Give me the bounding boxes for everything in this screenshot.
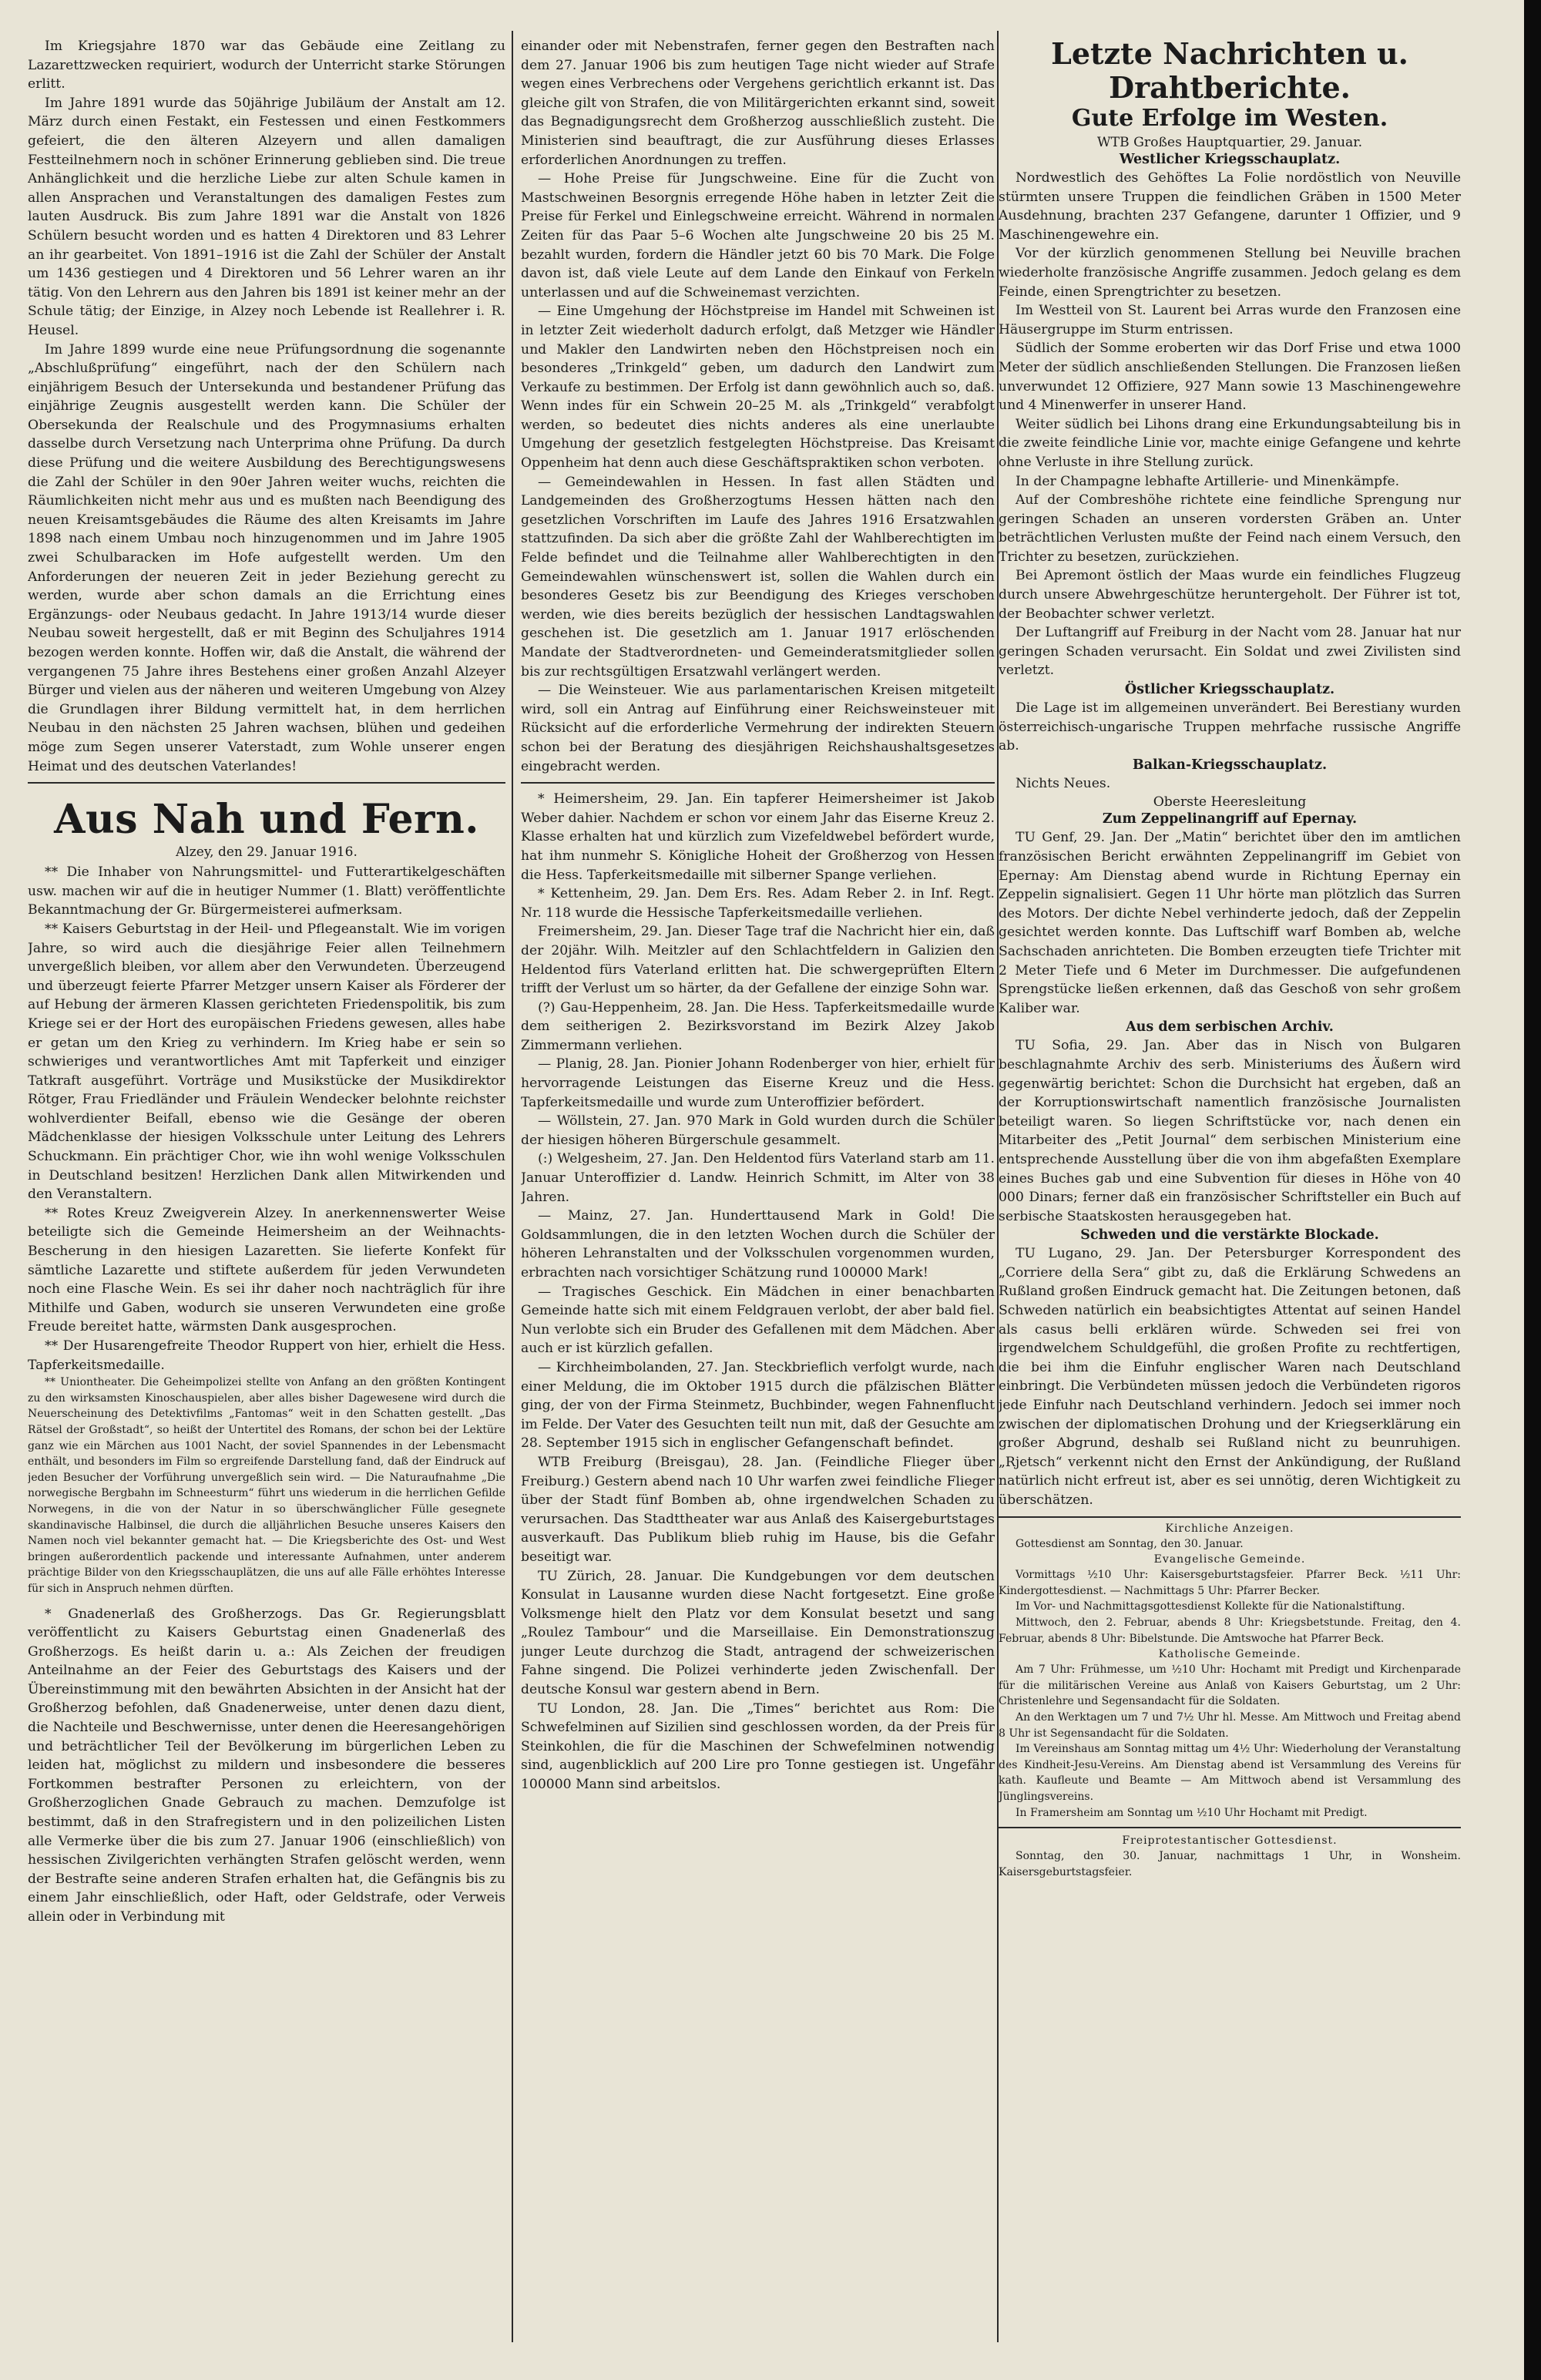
section-heading: Westlicher Kriegsschauplatz. — [1119, 152, 1341, 167]
report-paragraph: Auf der Combreshöhe richtete eine feindliche Sprengung nur geringen Schaden an unseren vordersten Gräben an. Unter beträchtlichen Verlusten mußte der Feind nach einem Versuch, den Trichter zu besetzen, zurückziehen. — [999, 492, 1461, 565]
news-item-small: ** Uniontheater. Die Geheimpolizei stellte von Anfang an den größten Kontingent zu den wirksamsten Kinoschauspielen, aber alles bisher Dagewesene wird durch die Neuerscheinung des Detektivfilms „Fantomas“ weit in den Schatten gestellt. „Das Rätsel der Großstadt“, so heißt der Untertitel des Romans, der schon bei der Lektüre ganz wie ein Märchen aus 1001 Nacht, der soviel Spannendes in der Lebensmacht enthält, und besonders im Film so ergreifende Darstellung fand, daß der Eindruck auf jeden Besucher der Vorführung unvergeßlich sein wird. — Die Naturaufnahme „Die norwegische Bergbahn im Schneesturm“ führt uns wiederum in die herrlichen Gefilde Norwegens, in die von der Natur in so überschwänglicher Fülle gesegnete skandinavische Halbinsel, die durch die alljährlichen Besuche unseres Kaisers den Namen noch viel bekannter gemacht hat. — Die Kriegsberichte des Ost- und West bringen außerordentlich packende und interessante Aufnahmen, unter anderem prächtige Bilder von den Kriegsschauplätzen, die uns auf alle Fälle erhöhtes Interesse für sich in Anspruch nehmen dürften. — [28, 1376, 505, 1595]
news-item: * Gnadenerlaß des Großherzogs. Das Gr. Regierungsblatt veröffentlicht zu Kaisers Geburtstag einen Gnadenerlaß des Großherzogs. Es heißt darin u. a.: Als Zeichen der freudigen Anteilnahme an der Feier des Geburtstags des Kaisers und der Übereinstimmung mit den bewährten Absichten in der Ansicht hat der Großherzog befohlen, daß Gnadenerweise, unter denen dazu dient, die Nachteile und Beschwernisse, unter denen die Heeresangehörigen und beträchtlicher Teil der Bevölkerung im bürgerlichen Leben zu leiden hat, möglichst zu mildern und insbesondere die besseres Fortkommen bestrafter Personen zu erleichtern, von der Großherzoglichen Gnade Gebrauch zu machen. Demzufolge ist bestimmt, daß in den Strafregistern und in den polizeilichen Listen alle Vermerke über die bis zum 27. Januar 1906 (einschließlich) von hessischen Zivilgerichten verhängten Strafen gelöscht werden, wenn der Bestrafte seine anderen Strafen erhalten hat, die Gefängnis bis zu einem Jahr einschließlich, oder Haft, oder Geldstrafe, oder Verweis allein oder in Verbindung mit — [28, 1606, 505, 1925]
notice-line: In Framersheim am Sonntag um ½10 Uhr Hochamt mit Predigt. — [1016, 1806, 1368, 1819]
report-paragraph: Der Luftangriff auf Freiburg in der Nacht vom 28. Januar hat nur geringen Schaden verursacht. Ein Soldat und zwei Zivilisten sind verletzt. — [999, 625, 1461, 679]
notice-subheading: Katholische Gemeinde. — [1158, 1648, 1301, 1661]
notice-line: Im Vereinshaus am Sonntag mittag um 4½ Uhr: Wiederholung der Veranstaltung des Kindheit-Jesu-Vereins. Am Dienstag abend ist Versammlung des Vereins für kath. Kaufleute und Beamte — Am Mittwoch abend ist Versammlung des Jünglingsvereins. — [999, 1743, 1461, 1803]
news-item: — Gemeindewahlen in Hessen. In fast allen Städten und Landgemeinden des Großherzogtums Hessen hätten nach den gesetzlichen Vorschriften im Laufe des Jahres 1916 Ersatzwahlen stattzufinden. Da sich aber die größte Zahl der Wahlberechtigten im Felde befindet und die Teilnahme aller Wahlberechtigten in den Gemeindewahlen wünschenswert ist, sollen die Wahlen durch ein besonderes Gesetz bis zur Beendigung des Krieges verschoben werden, wie dies bereits bezüglich der hessischen Landtagswahlen geschehen ist. Die gesetzlich am 1. Januar 1917 erlöschenden Mandate der Stadtverordneten- und Gemeinderatsmitglieder sollen bis zur rechtsgültigen Ersatzwahl verlängert werden. — [521, 474, 995, 680]
report-paragraph: TU Genf, 29. Jan. Der „Matin“ berichtet über den im amtlichen französischen Bericht erwähnten Zeppelinangriff im Gebiet von Epernay: Am Dienstag abend wurde in Richtung Epernay ein Zeppelin signalisiert. Gegen 11 Uhr hörte man plötzlich das Surren des Motors. Der dichte Nebel verhinderte jedoch, daß der Zeppelin gesichtet werden konnte. Das Luftschiff warf Bomben ab, welche Sachschaden anrichteten. Die Bomben erzeugten tiefe Trichter mit 2 Meter Tiefe und 6 Meter im Durchmesser. Die aufgefundenen Sprengstücke ließen erkennen, daß das Geschoß von sehr großem Kaliber war. — [999, 830, 1461, 1016]
local-news-item: Freimersheim, 29. Jan. Dieser Tage traf die Nachricht hier ein, daß der 20jähr. Wilh. Meitzler auf den Schlachtfeldern in Galizien den Heldentod fürs Vaterland erlitten hat. Die schwergeprüften Eltern trifft der Verlust um so härter, da der Gefallene der einzige Sohn war. — [521, 924, 995, 997]
article-paragraph: Im Jahre 1899 wurde eine neue Prüfungsordnung die sogenannte „Abschlußprüfung“ eingeführt, nach der den Schülern nach einjährigem Besuch der Untersekunda und bestandener Prüfung das einjährige Zeugnis ausgestellt werden kann. Die Schüler der Obersekunda der Realschule und des Progymnasiums erhalten dasselbe durch Versetzung nach Unterprima ohne Prüfung. Da durch diese Prüfung und die weitere Ausbildung des Berechtigungswesens die Zahl der Schüler in den 90er Jahren weiter wuchs, reichten die Räumlichkeiten nicht mehr aus und es mußten nach Beendigung des neuen Kreisamtsgebäudes die Räume des alten Kreisamts im Jahre 1898 nach einem Umbau noch hinzugenommen und im Jahre 1905 zwei Schulbaracken im Hofe aufgestellt werden. Um den Anforderungen der neueren Zeit in jeder Beziehung gerecht zu werden, wurde aber schon damals an die Errichtung eines Ergänzungs- oder Neubaus gedacht. In Jahre 1913/14 wurde dieser Neubau soweit hergestellt, daß er mit Beginn des Schuljahres 1914 bezogen werden konnte. Hoffen wir, daß die Anstalt, die während der vergangenen 75 Jahre ihres Bestehens einer großen Anzahl Alzeyer Bürger und vielen aus der näheren und weiteren Umgebung von Alzey die Grundlagen ihrer Bildung vermittelt hat, in dem herrlichen Neubau in den nächsten 25 Jahren wachsen, blühen und gedeihen möge zum Segen unserer Vaterstadt, zum Wohle unserer engen Heimat und des deutschen Vaterlandes! — [28, 341, 505, 774]
notice-line: Am 7 Uhr: Frühmesse, um ½10 Uhr: Hochamt mit Predigt und Kirchenparade für die militärischen Vereine aus Anlaß von Kaisers Geburtstag, um 2 Uhr: Christenlehre und Segensandacht für die Soldaten. — [999, 1663, 1461, 1708]
news-item: ** Der Husarengefreite Theodor Ruppert von hier, erhielt die Hess. Tapferkeitsmedaille. — [28, 1338, 505, 1373]
section-heading: Zum Zeppelinangriff auf Epernay. — [1102, 811, 1358, 827]
local-news-item: — Planig, 28. Jan. Pionier Johann Rodenberger von hier, erhielt für hervorragende Leistungen das Eiserne Kreuz und die Hess. Tapferkeitsmedaille und wurde zum Unteroffizier befördert. — [521, 1056, 995, 1110]
notice-subheading: Evangelische Gemeinde. — [1153, 1553, 1306, 1566]
section-heading: Aus dem serbischen Archiv. — [1126, 1019, 1334, 1036]
page-subtitle: Gute Erfolge im Westen. — [1071, 105, 1388, 132]
report-paragraph: Nordwestlich des Gehöftes La Folie nordöstlich von Neuville stürmten unsere Truppen die feindlichen Gräben in 1500 Meter Ausdehnung, brachten 237 Gefangene, darunter 1 Offizier, und 9 Maschinengewehre ein. — [999, 170, 1461, 243]
section-heading: Schweden und die verstärkte Blockade. — [1080, 1227, 1379, 1244]
local-news-item: — Tragisches Geschick. Ein Mädchen in einer benachbarten Gemeinde hatte sich mit einem Feldgrauen verlobt, der aber bald fiel. Nun verlobte sich ein Bruder des Gefallenen mit dem Mädchen. Aber auch er ist kürzlich gefallen. — [521, 1284, 995, 1357]
article-paragraph: einander oder mit Nebenstrafen, ferner gegen den Bestraften nach dem 27. Januar 1906 bis zum heutigen Tage nicht wieder auf Strafe wegen eines Verbrechens oder Vergehens gerichtlich erkannt ist. Das gleiche gilt von Strafen, die von Militärgerichten erkannt sind, soweit das Begnadigungsrecht dem Großherzog ausschließlich zusteht. Die Ministerien sind beauftragt, die zur Ausführung dieses Erlasses erforderlichen Anordnungen zu treffen. — [521, 39, 995, 168]
notice-line: Sonntag, den 30. Januar, nachmittags 1 Uhr, in Wonsheim. Kaisersgeburtstagsfeier. — [999, 1850, 1461, 1878]
news-item: — Eine Umgehung der Höchstpreise im Handel mit Schweinen ist in letzter Zeit wiederholt dadurch erfolgt, daß Metzger wie Händler und Makler den Landwirten neben den Höchstpreisen noch ein besonderes „Trinkgeld“ geben, um dadurch den Landwirt zum Verkaufe zu bestimmen. Der Erfolg ist dann gewöhnlich auch so, daß. Wenn indes für ein Schwein 20–25 M. als „Trinkgeld“ verabfolgt werden, so bedeutet dies nichts anderes als eine unerlaubte Umgehung der gesetzlich festgelegten Höchstpreise. Das Kreisamt Oppenheim hat denn auch diese Geschäftspraktiken schon verboten. — [521, 304, 995, 472]
notice-line: An den Werktagen um 7 und 7½ Uhr hl. Messe. Am Mittwoch und Freitag abend 8 Uhr ist Segensandacht für die Soldaten. — [999, 1710, 1461, 1740]
page-edge-shadow — [1524, 0, 1541, 2380]
section-divider — [28, 782, 505, 784]
news-item: ** Die Inhaber von Nahrungsmittel- und Futterartikelgeschäften usw. machen wir auf die in heutiger Nummer (1. Blatt) veröffentlichte Bekanntmachung der Gr. Bürgermeisterei aufmerksam. — [28, 864, 505, 918]
report-paragraph: TU Sofia, 29. Jan. Aber das in Nisch von Bulgaren beschlagnahmte Archiv des serb. Ministeriums des Äußern wird gegenwärtig berichtet: Schon die Durchsicht hat ergeben, daß an der Korruptionswirtschaft namentlich französische Journalisten beteiligt waren. So liegen Schriftstücke vor, nach denen ein Mitarbeiter des „Petit Journal“ dem serbischen Ministerium eine entsprechende Ausstellung über die von ihm abgefaßten Exemplare eines Buches gab und eine Subvention für dieses in Höhe von 40 000 Dinars; ferner daß ein französischer Schriftsteller ein Buch auf serbische Staatskosten herausgegeben hat. — [999, 1038, 1461, 1224]
notice-line: Gottesdienst am Sonntag, den 30. Januar. — [1016, 1537, 1244, 1550]
wire-report: WTB Freiburg (Breisgau), 28. Jan. (Feindliche Flieger über Freiburg.) Gestern abend nach 10 Uhr warfen zwei feindliche Flieger über der Stadt fünf Bomben ab, ohne irgendwelchen Schaden zu verursachen. Das Stadttheater war aus Anlaß des Kaisergeburtstages ausverkauft. Das Publikum blieb ruhig im Hause, bis die Gefahr beseitigt war. — [521, 1454, 995, 1565]
section-heading: Balkan-Kriegsschauplatz. — [1132, 757, 1328, 773]
report-paragraph: Im Westteil von St. Laurent bei Arras wurde den Franzosen eine Häusergruppe im Sturm entrissen. — [999, 303, 1461, 337]
column-middle — [521, 37, 995, 1794]
column-rule — [512, 31, 513, 2342]
report-paragraph: Bei Apremont östlich der Maas wurde ein feindliches Flugzeug durch unsere Abwehrgeschütze heruntergeholt. Der Führer ist tot, der Beobachter schwer verletzt. — [999, 568, 1461, 622]
report-paragraph: In der Champagne lebhafte Artillerie- und Minenkämpfe. — [1016, 473, 1400, 489]
news-item: ** Rotes Kreuz Zweigverein Alzey. In anerkennenswerter Weise beteiligte sich die Gemeinde Heimersheim an der Weihnachts-Bescherung in den hiesigen Lazaretten. Sie lieferte Konfekt für sämtliche Lazarette und stiftete außerdem für jeden Verwundeten noch eine Flasche Wein. Es sei ihr daher noch nachträglich für ihre Mithilfe und Gaben, wodurch sie unseren Verwundeten eine große Freude bereitet hatte, wärmsten Dank ausgesprochen. — [28, 1205, 505, 1335]
local-news-item: — Mainz, 27. Jan. Hunderttausend Mark in Gold! Die Goldsammlungen, die in den letzten Wochen durch die Schüler der höheren Lehranstalten und der Volksschulen vorgenommen wurden, erbrachten nach vorsichtiger Schätzung rund 100000 Mark! — [521, 1208, 995, 1281]
report-paragraph: Südlich der Somme eroberten wir das Dorf Frise und etwa 1000 Meter der südlich anschließenden Stellungen. Die Franzosen ließen unverwundet 12 Offiziere, 927 Mann sowie 13 Maschinengewehre und 4 Minenwerfer in unserer Hand. — [999, 341, 1461, 414]
local-news-item: — Kirchheimbolanden, 27. Jan. Steckbrieflich verfolgt wurde, nach einer Meldung, die im Oktober 1915 durch die pfälzischen Blätter ging, der von der Firma Steinmetz, Buchbinder, wegen Fahnenflucht im Felde. Der Vater des Gesuchten teilt nun mit, daß der Gesuchte am 28. September 1915 sich in englischer Gefangenschaft befindet. — [521, 1359, 995, 1452]
report-paragraph: Weiter südlich bei Lihons drang eine Erkundungsabteilung bis in die zweite feindliche Linie vor, machte einige Gefangene und kehrte ohne Verluste in ihre Stellung zurück. — [999, 416, 1461, 470]
notice-line: Mittwoch, den 2. Februar, abends 8 Uhr: Kriegsbetstunde. Freitag, den 4. Februar, abends 8 Uhr: Bibelstunde. Die Amtswoche hat Pfarrer Beck. — [999, 1616, 1461, 1645]
local-news-item: * Heimersheim, 29. Jan. Ein tapferer Heimersheimer ist Jakob Weber dahier. Nachdem er schon vor einem Jahr das Eiserne Kreuz 2. Klasse erhalten hat und kürzlich zum Vizefeldwebel befördert wurde, hat ihm nunmehr S. Königliche Hoheit der Großherzog von Hessen die Hess. Tapferkeitsmedaille mit silberner Spange verliehen. — [521, 791, 995, 883]
dateline: Alzey, den 29. Januar 1916. — [176, 844, 358, 861]
local-news-item: — Wöllstein, 27. Jan. 970 Mark in Gold wurden durch die Schüler der hiesigen höheren Bürgerschule gesammelt. — [521, 1113, 995, 1148]
local-news-item: (:) Welgesheim, 27. Jan. Den Heldentod fürs Vaterland starb am 11. Januar Unteroffizier d. Landw. Heinrich Schmitt, im Alter von 38 Jahren. — [521, 1151, 995, 1205]
page-title: Letzte Nachrichten u. Drahtberichte. — [1051, 37, 1408, 105]
wire-report: TU Zürich, 28. Januar. Die Kundgebungen vor dem deutschen Konsulat in Lausanne wurden diese Nacht fortgesetzt. Eine große Volksmenge hielt den Platz vor dem Konsulat besetzt und sang „Roulez Tambour“ und die Marseillaise. Ein Demonstrationszug junger Leute durchzog die Stadt, antragend der schweizerischen Fahne singend. Die Polizei verhinderte jeden Zwischenfall. Der deutsche Konsul war gestern abend in Bern. — [521, 1568, 995, 1698]
signature-line: Oberste Heeresleitung — [1153, 794, 1307, 811]
notice-line: Vormittags ½10 Uhr: Kaisersgeburtstagsfeier. Pfarrer Beck. ½11 Uhr: Kindergottesdienst. — Nachmittags 5 Uhr: Pfarrer Becker. — [999, 1569, 1461, 1597]
section-heading: Aus Nah und Fern. — [54, 796, 479, 844]
notice-line: Im Vor- und Nachmittagsgottesdienst Kollekte für die Nationalstiftung. — [1016, 1600, 1405, 1613]
article-paragraph: Im Jahre 1891 wurde das 50jährige Jubiläum der Anstalt am 12. März durch einen Festakt, ein Festessen und einen Festkommers gefeiert, die den älteren Alzeyern und allen damaligen Festteilnehmern noch in schöner Erinnerung geblieben sind. Die treue Anhänglichkeit und die herzliche Liebe zur alten Schule kamen in allen Ansprachen und Veranstaltungen des damaligen Festes zum lauten Ausdruck. Bis zum Jahre 1891 war die Anstalt von 1826 Schülern besucht worden und es hatten 4 Direktoren und 83 Lehrer an ihr gearbeitet. Von 1891–1916 ist die Zahl der Schüler der Anstalt um 1436 gestiegen und 4 Direktoren und 56 Lehrer waren an ihr tätig. Von den Lehrern aus den Jahren bis 1891 ist keiner mehr an der Schule tätig; der Einzige, in Alzey noch Lebende ist Reallehrer i. R. Heusel. — [28, 95, 505, 338]
report-paragraph: TU Lugano, 29. Jan. Der Petersburger Korrespondent des „Corriere della Sera“ gibt zu, daß die Erklärung Schwedens an Rußland großen Eindruck gemacht hat. Die Zeitungen betonen, daß Schweden natürlich ein beabsichtigtes Attentat auf seinen Handel als casus belli erklären würde. Schweden sei frei von irgendwelchem Schuldgefühl, die großen Profite zu rechtfertigen, die bei ihm die Einfuhr englischer Waren nach Deutschland einbringt. Die Verbündeten müssen jedoch die Verbündeten rigoros jede Einfuhr nach Deutschland verhindern. Jedoch sei immer noch zwischen der diplomatischen Drohung und der Kriegserklärung ein großer Abgrund, deshalb sei Rußland nicht zu beunruhigen. „Rjetsch“ verkennt nicht den Ernst der Ankündigung, der Rußland natürlich nicht erfreut ist, aber es sei unnötig, deren Wichtigkeit zu überschätzen. — [999, 1246, 1461, 1508]
section-heading: Östlicher Kriegsschauplatz. — [1124, 682, 1335, 698]
report-paragraph: Nichts Neues. — [1016, 775, 1111, 791]
notices-heading: Kirchliche Anzeigen. — [1165, 1522, 1294, 1535]
section-divider — [521, 782, 995, 784]
wire-report: TU London, 28. Jan. Die „Times“ berichtet aus Rom: Die Schwefelminen auf Sizilien sind geschlossen worden, da der Preis für Steinkohlen, die für die Maschinen der Schwefelminen notwendig sind, augenblicklich auf 200 Lire pro Tonne gestiegen ist. Ungefähr 100000 Mann sind arbeitslos. — [521, 1700, 995, 1793]
notice-subheading: Freiprotestantischer Gottesdienst. — [1122, 1835, 1338, 1848]
column-right — [999, 37, 1461, 1880]
news-item: ** Kaisers Geburtstag in der Heil- und Pflegeanstalt. Wie im vorigen Jahre, so wird auch die diesjährige Feier allen Teilnehmern unvergeßlich bleiben, vor allem aber den Verwundeten. Überzeugend und überzeugt feierte Pfarrer Metzger unsern Kaiser als Förderer der auf Hebung der ärmeren Klassen gerichteten Friedenspolitik, bis zum Kriege sei er der Hort des europäischen Friedens gewesen, alles habe er getan um den Krieg zu verhindern. Im Krieg habe er sein so schwieriges und verantwortliches Amt mit Tapferkeit und einziger Tatkraft ausgeführt. Vorträge und Musikstücke der Musikdirektor Rötger, Frau Friedländer und Fräulein Wendecker belohnte reichster wohlverdienter Beifall, ebenso wie die Gesänge der oberen Mädchenklasse der hiesigen Volksschule unter Leitung des Lehrers Schuckmann. Ein prächtiger Chor, wie ihn wohl wenige Volksschulen in Deutschland besitzen! Herzlichen Dank allen Mitwirkenden und den Veranstaltern. — [28, 921, 505, 1203]
report-paragraph: Vor der kürzlich genommenen Stellung bei Neuville brachen wiederholte französische Angriffe zusammen. Jedoch gelang es dem Feinde, einen Sprengtrichter zu besetzen. — [999, 246, 1461, 300]
local-news-item: * Kettenheim, 29. Jan. Dem Ers. Res. Adam Reber 2. in Inf. Regt. Nr. 118 wurde die Hessische Tapferkeitsmedaille verliehen. — [521, 886, 995, 921]
news-item: — Hohe Preise für Jungschweine. Eine für die Zucht von Mastschweinen Besorgnis erregende Höhe haben in letzter Zeit die Preise für Ferkel und Einlegschweine erreicht. Während in normalen Zeiten für das Paar 5–6 Wochen alte Jungschweine 20 bis 25 M. bezahlt wurden, fordern die Händler jetzt 60 bis 70 Mark. Die Folge davon ist, daß viele Leute auf dem Lande den Einkauf von Ferkeln unterlassen und auf die Schweinemast verzichten. — [521, 171, 995, 300]
report-paragraph: Die Lage ist im allgemeinen unverändert. Bei Berestiany wurden österreichisch-ungarische Truppen mehrfache russische Angriffe ab. — [999, 700, 1461, 754]
local-news-item: (?) Gau-Heppenheim, 28. Jan. Die Hess. Tapferkeitsmedaille wurde dem seitherigen 2. Bezirksvorstand im Bezirk Alzey Jakob Zimmermann verliehen. — [521, 999, 995, 1053]
notice-divider — [999, 1827, 1461, 1828]
wire-source: WTB Großes Hauptquartier, 29. Januar. — [1096, 135, 1363, 150]
article-paragraph: Im Kriegsjahre 1870 war das Gebäude eine Zeitlang zu Lazarettzwecken requiriert, wodurch der Unterricht starke Störungen erlitt. — [28, 39, 505, 92]
church-notices — [999, 1516, 1461, 1881]
news-item: — Die Weinsteuer. Wie aus parlamentarischen Kreisen mitgeteilt wird, soll ein Antrag auf Einführung einer Reichsweinsteuer mit Rücksicht auf die erforderliche Vermehrung der indirekten Steuern schon bei der Beratung des diesjährigen Reichshaushaltsgesetzes eingebracht werden. — [521, 683, 995, 774]
column-left — [28, 37, 505, 1927]
